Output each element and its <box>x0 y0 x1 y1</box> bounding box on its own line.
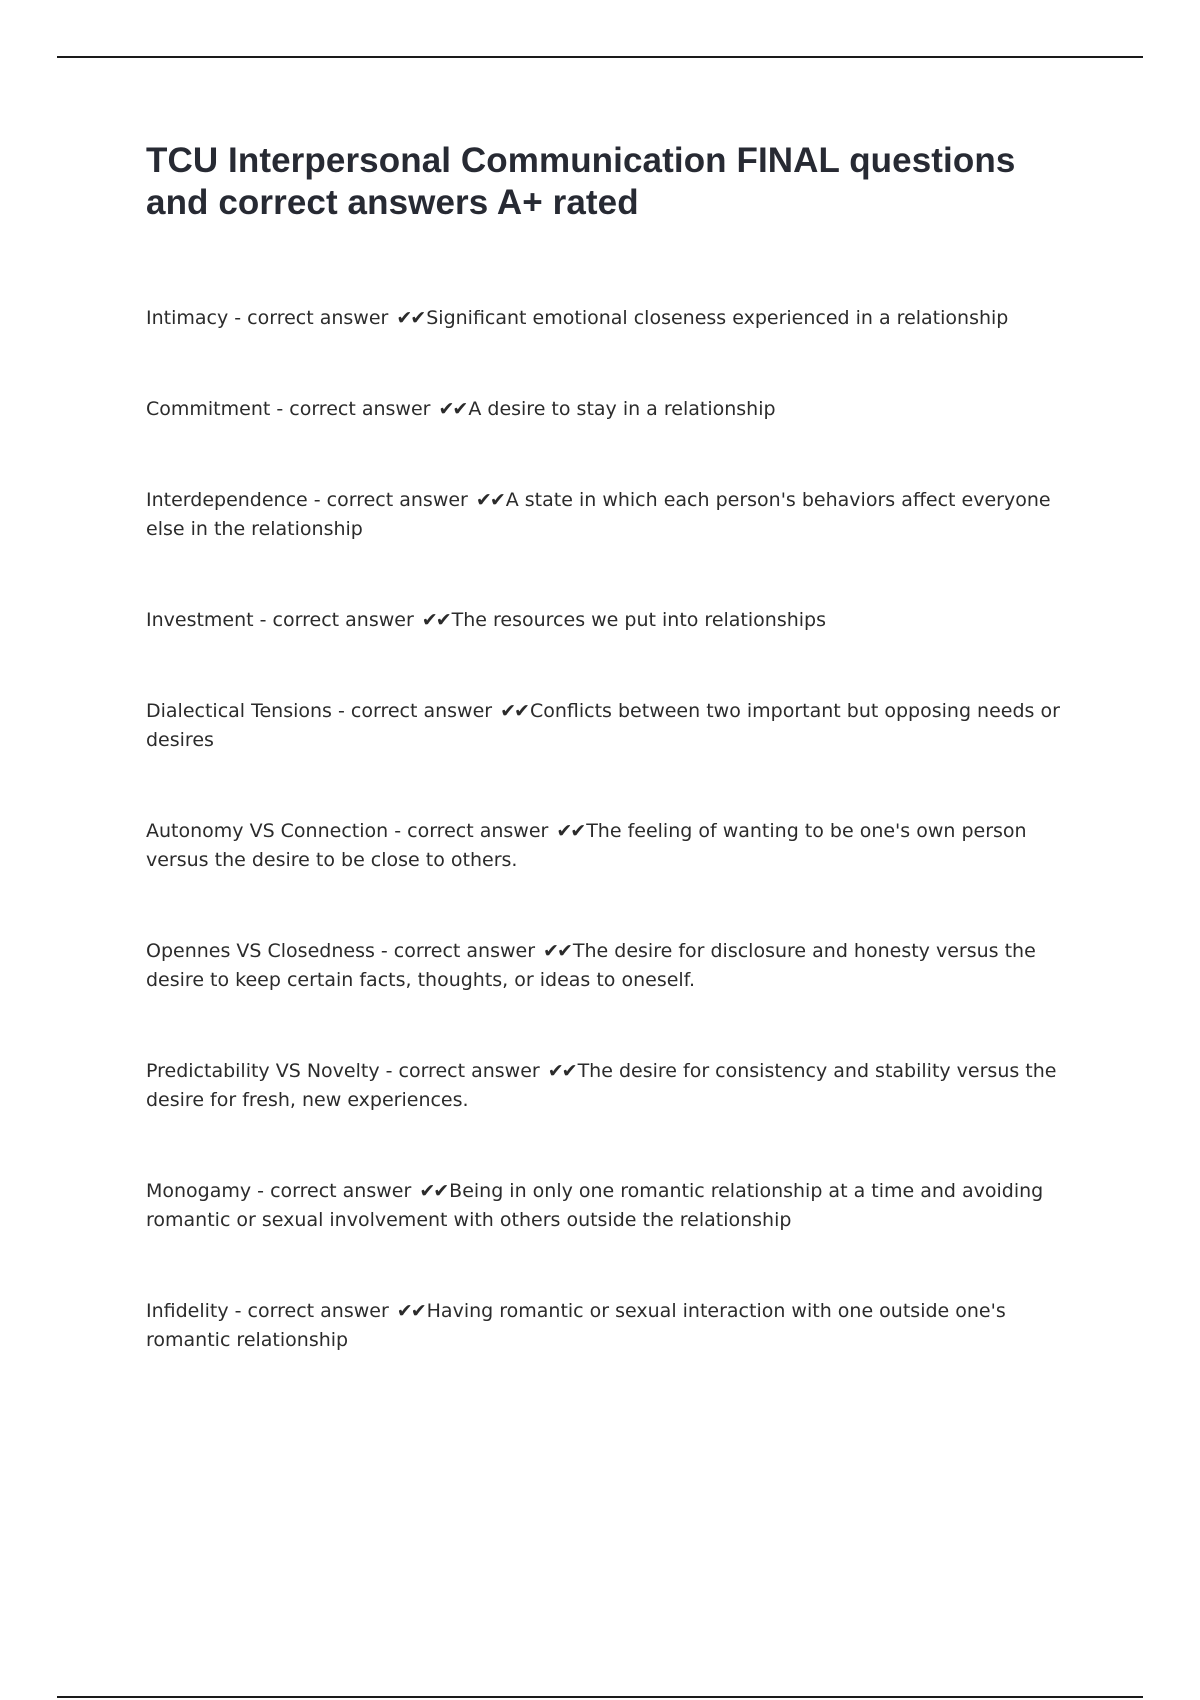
double-checkmark-icon: ✔✔ <box>396 307 425 329</box>
double-checkmark-icon: ✔✔ <box>556 820 585 842</box>
qa-item <box>146 486 1086 544</box>
double-checkmark-icon: ✔✔ <box>547 1060 576 1082</box>
qa-item <box>146 1177 1086 1235</box>
qa-item <box>146 606 1086 635</box>
separator: - correct answer <box>228 1300 395 1322</box>
definition: Having romantic or sexual interaction with one outside one's romantic relationship <box>146 1300 1006 1351</box>
double-checkmark-icon: ✔✔ <box>419 1180 448 1202</box>
document-title: TCU Interpersonal Communication FINAL questions and correct answers A+ rated <box>146 141 1016 222</box>
term: Monogamy <box>146 1180 252 1202</box>
term: Autonomy VS Connection <box>146 820 389 842</box>
qa-item <box>146 304 1086 333</box>
separator: - correct answer <box>388 820 555 842</box>
definition: Conflicts between two important but opposing needs or desires <box>146 700 1060 751</box>
separator: - correct answer <box>307 489 474 511</box>
separator: - correct answer <box>379 1060 546 1082</box>
separator: - correct answer <box>374 940 542 962</box>
double-checkmark-icon: ✔✔ <box>421 609 450 631</box>
term: Infidelity <box>146 1300 229 1322</box>
qa-item <box>146 817 1086 875</box>
separator: - correct answer <box>228 307 395 329</box>
definition: The desire for consistency and stability versus the desire for fresh, new experiences. <box>146 1060 1057 1111</box>
qa-item <box>146 395 1086 424</box>
definition: Being in only one romantic relationship at a time and avoiding romantic or sexual involvement with others outside the relationship <box>146 1180 1044 1231</box>
qa-item <box>146 1297 1086 1355</box>
separator: - correct answer <box>251 1180 418 1202</box>
double-checkmark-icon: ✔✔ <box>475 489 504 511</box>
definition: The resources we put into relationships <box>451 609 827 631</box>
document-body <box>146 140 1086 1417</box>
term: Intimacy <box>146 307 229 329</box>
definition: A desire to stay in a relationship <box>468 398 776 420</box>
double-checkmark-icon: ✔✔ <box>543 940 571 962</box>
definition: A state in which each person's behaviors affect everyone else in the relationship <box>146 489 1051 540</box>
term: Investment <box>146 609 254 631</box>
term: Dialectical Tensions <box>146 700 332 722</box>
top-rule <box>57 56 1143 58</box>
definition: The feeling of wanting to be one's own person versus the desire to be close to others. <box>146 820 1027 871</box>
qa-item <box>146 937 1086 995</box>
definition: The desire for disclosure and honesty versus the desire to keep certain facts, thoughts, or ideas to oneself. <box>146 940 1036 991</box>
term: Predictability VS Novelty <box>146 1060 380 1082</box>
bottom-rule <box>57 1696 1143 1698</box>
double-checkmark-icon: ✔✔ <box>500 700 528 722</box>
qa-item <box>146 1057 1086 1115</box>
separator: - correct answer <box>331 700 499 722</box>
double-checkmark-icon: ✔✔ <box>396 1300 425 1322</box>
double-checkmark-icon: ✔✔ <box>438 398 467 420</box>
term: Interdependence <box>146 489 308 511</box>
separator: - correct answer <box>270 398 437 420</box>
qa-list <box>146 304 1086 1355</box>
separator: - correct answer <box>253 609 420 631</box>
definition: Significant emotional closeness experienced in a relationship <box>426 307 1009 329</box>
term: Commitment <box>146 398 271 420</box>
qa-item <box>146 697 1086 755</box>
term: Opennes VS Closedness <box>146 940 375 962</box>
